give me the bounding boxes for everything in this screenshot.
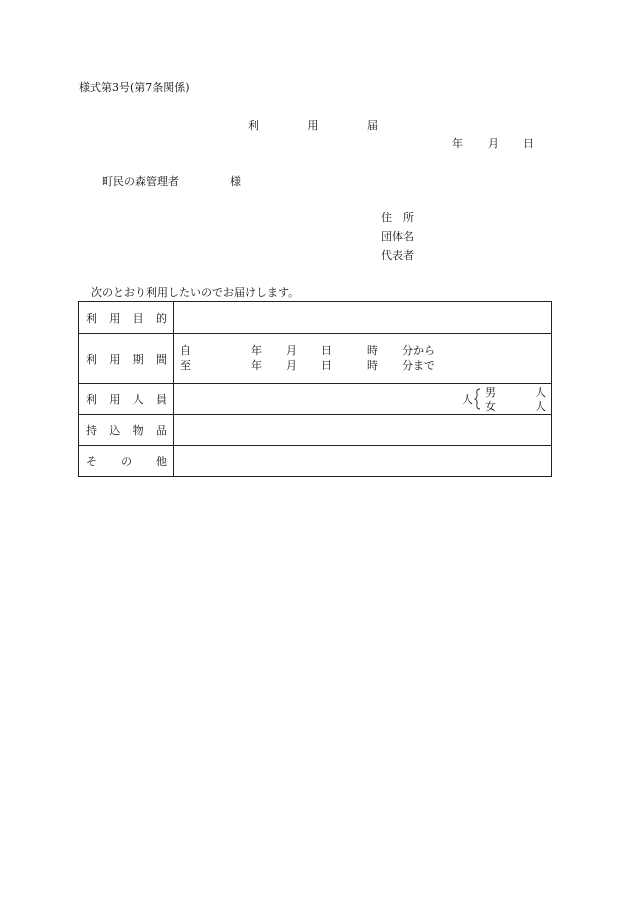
period-from-hour: 時 xyxy=(367,344,378,357)
title-char: 利 xyxy=(248,119,259,132)
period-to-hour: 時 xyxy=(367,359,378,372)
purpose-field[interactable] xyxy=(174,302,552,334)
label-char: 品 xyxy=(155,424,167,437)
label-char: 用 xyxy=(109,311,121,325)
form-number: 様式第3号(第7条関係) xyxy=(79,81,190,94)
label-char: 間 xyxy=(155,352,167,366)
purpose-row xyxy=(79,302,552,334)
label-char: 利 xyxy=(86,311,97,325)
date-month: 月 xyxy=(488,137,499,150)
date-year: 年 xyxy=(452,137,463,150)
label-char: 利 xyxy=(86,352,97,366)
items-label xyxy=(79,415,174,446)
period-from-year: 年 xyxy=(251,344,262,357)
period-to-year: 年 xyxy=(251,359,262,372)
applicant-group-label: 団体名 xyxy=(381,230,414,243)
applicant-representative-label: 代表者 xyxy=(381,249,414,262)
label-char: の xyxy=(121,455,132,468)
brace-icon xyxy=(474,388,481,410)
period-field[interactable] xyxy=(174,334,552,384)
intro-text: 次のとおり利用したいのでお届けします。 xyxy=(91,286,300,299)
title-char: 届 xyxy=(367,119,378,132)
period-from-prefix: 自 xyxy=(180,344,191,357)
period-to-prefix: 至 xyxy=(180,359,191,372)
form-title xyxy=(248,120,378,131)
addressee-honorific: 様 xyxy=(230,175,241,188)
people-label xyxy=(79,384,174,415)
people-female-label: 女 xyxy=(485,400,496,413)
period-to-day: 日 xyxy=(321,359,332,372)
people-total-unit: 人 xyxy=(462,393,473,406)
label-char: 込 xyxy=(109,424,121,437)
period-to-month: 月 xyxy=(286,359,297,372)
label-char: そ xyxy=(86,455,97,468)
purpose-label xyxy=(79,302,174,334)
people-male-unit: 人 xyxy=(535,386,546,399)
people-row xyxy=(79,384,552,415)
period-from-minute: 分から xyxy=(402,344,435,357)
people-field[interactable] xyxy=(174,384,552,415)
period-label xyxy=(79,334,174,384)
label-char: 期 xyxy=(132,352,144,366)
application-table xyxy=(78,301,552,477)
label-char: 利 xyxy=(86,393,97,406)
label-char: 的 xyxy=(155,311,167,325)
label-char: 目 xyxy=(132,311,144,325)
people-female-unit: 人 xyxy=(535,400,546,413)
period-row xyxy=(79,334,552,384)
label-char: 用 xyxy=(109,393,121,406)
label-char: 他 xyxy=(156,455,167,468)
label-char: 人 xyxy=(132,393,144,406)
items-field[interactable] xyxy=(174,415,552,446)
period-from-day: 日 xyxy=(321,344,332,357)
title-char: 用 xyxy=(307,119,319,132)
other-label xyxy=(79,446,174,477)
addressee-name: 町民の森管理者 xyxy=(102,175,179,188)
other-field[interactable] xyxy=(174,446,552,477)
items-row xyxy=(79,415,552,446)
label-char: 物 xyxy=(132,424,144,437)
label-char: 用 xyxy=(109,352,121,366)
other-row xyxy=(79,446,552,477)
period-to-minute: 分まで xyxy=(402,359,435,372)
label-char: 員 xyxy=(155,393,167,406)
date-day: 日 xyxy=(523,137,534,150)
label-char: 持 xyxy=(86,424,97,437)
period-from-month: 月 xyxy=(286,344,297,357)
applicant-address-label: 住 所 xyxy=(381,211,414,224)
people-male-label: 男 xyxy=(485,386,496,399)
